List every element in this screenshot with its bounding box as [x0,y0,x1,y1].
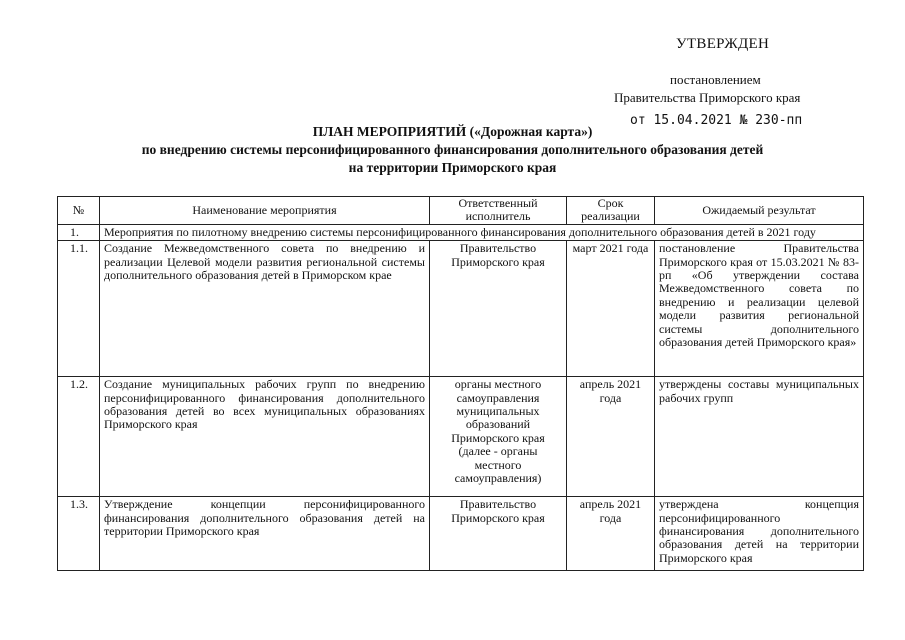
row-num: 1.2. [58,377,100,497]
row-responsible: органы местного самоуправления муниципальных образований Приморского края (далее - органы местного самоуправления) [430,377,567,497]
document-title: ПЛАН МЕРОПРИЯТИЙ («Дорожная карта») [312,124,593,139]
roadmap-table [57,196,864,571]
row-term: апрель 2021 года [567,377,655,497]
section-row [58,224,864,240]
approval-stamp: УТВЕРЖДЕН [676,36,770,52]
table-row [58,377,864,497]
row-num: 1.1. [58,241,100,377]
row-result: утверждена концепция персонифицированного финансирования дополнительного образования детей на территории Приморского края [655,497,864,571]
decree-line-3: от 15.04.2021 № 230-пп [630,113,803,128]
column-header-responsible: Ответственный исполнитель [430,197,567,225]
row-responsible: Правительство Приморского края [430,241,567,377]
section-num: 1. [58,224,100,240]
row-term: апрель 2021 года [567,497,655,571]
table-row [58,241,864,377]
row-name: Утверждение концепции персонифицированного финансирования дополнительного образования детей на территории Приморского края [100,497,430,571]
column-header-result: Ожидаемый результат [655,197,864,225]
column-header-term: Срок реализации [567,197,655,225]
row-name: Создание муниципальных рабочих групп по внедрению персонифицированного финансирования дополнительного образования детей во всех муниципальных образованиях Приморского края [100,377,430,497]
row-name: Создание Межведомственного совета по внедрению и реализации Целевой модели развития региональной системы дополнительного образования детей в Приморском крае [100,241,430,377]
column-header-num: № [58,197,100,225]
row-responsible: Правительство Приморского края [430,497,567,571]
decree-line-2: Правительства Приморского края [614,90,801,105]
table-header-row [58,197,864,225]
row-num: 1.3. [58,497,100,571]
row-term: март 2021 года [567,241,655,377]
document-subtitle-2: на территории Приморского края [348,160,557,175]
row-result: постановление Правительства Приморского края от 15.03.2021 № 83-рп «Об утверждении состава Межведомственного совета по внедрению и реализации целевой модели развития региональной системы дополнительного образования детей Приморского края» [655,241,864,377]
table-row [58,497,864,571]
column-header-name: Наименование мероприятия [100,197,430,225]
document-subtitle-1: по внедрению системы персонифицированного финансирования дополнительного образования детей [141,142,764,157]
row-result: утверждены составы муниципальных рабочих групп [655,377,864,497]
section-title: Мероприятия по пилотному внедрению системы персонифицированного финансирования дополнительного образования детей в 2021 году [100,224,864,240]
decree-line-1: постановлением [670,72,761,87]
